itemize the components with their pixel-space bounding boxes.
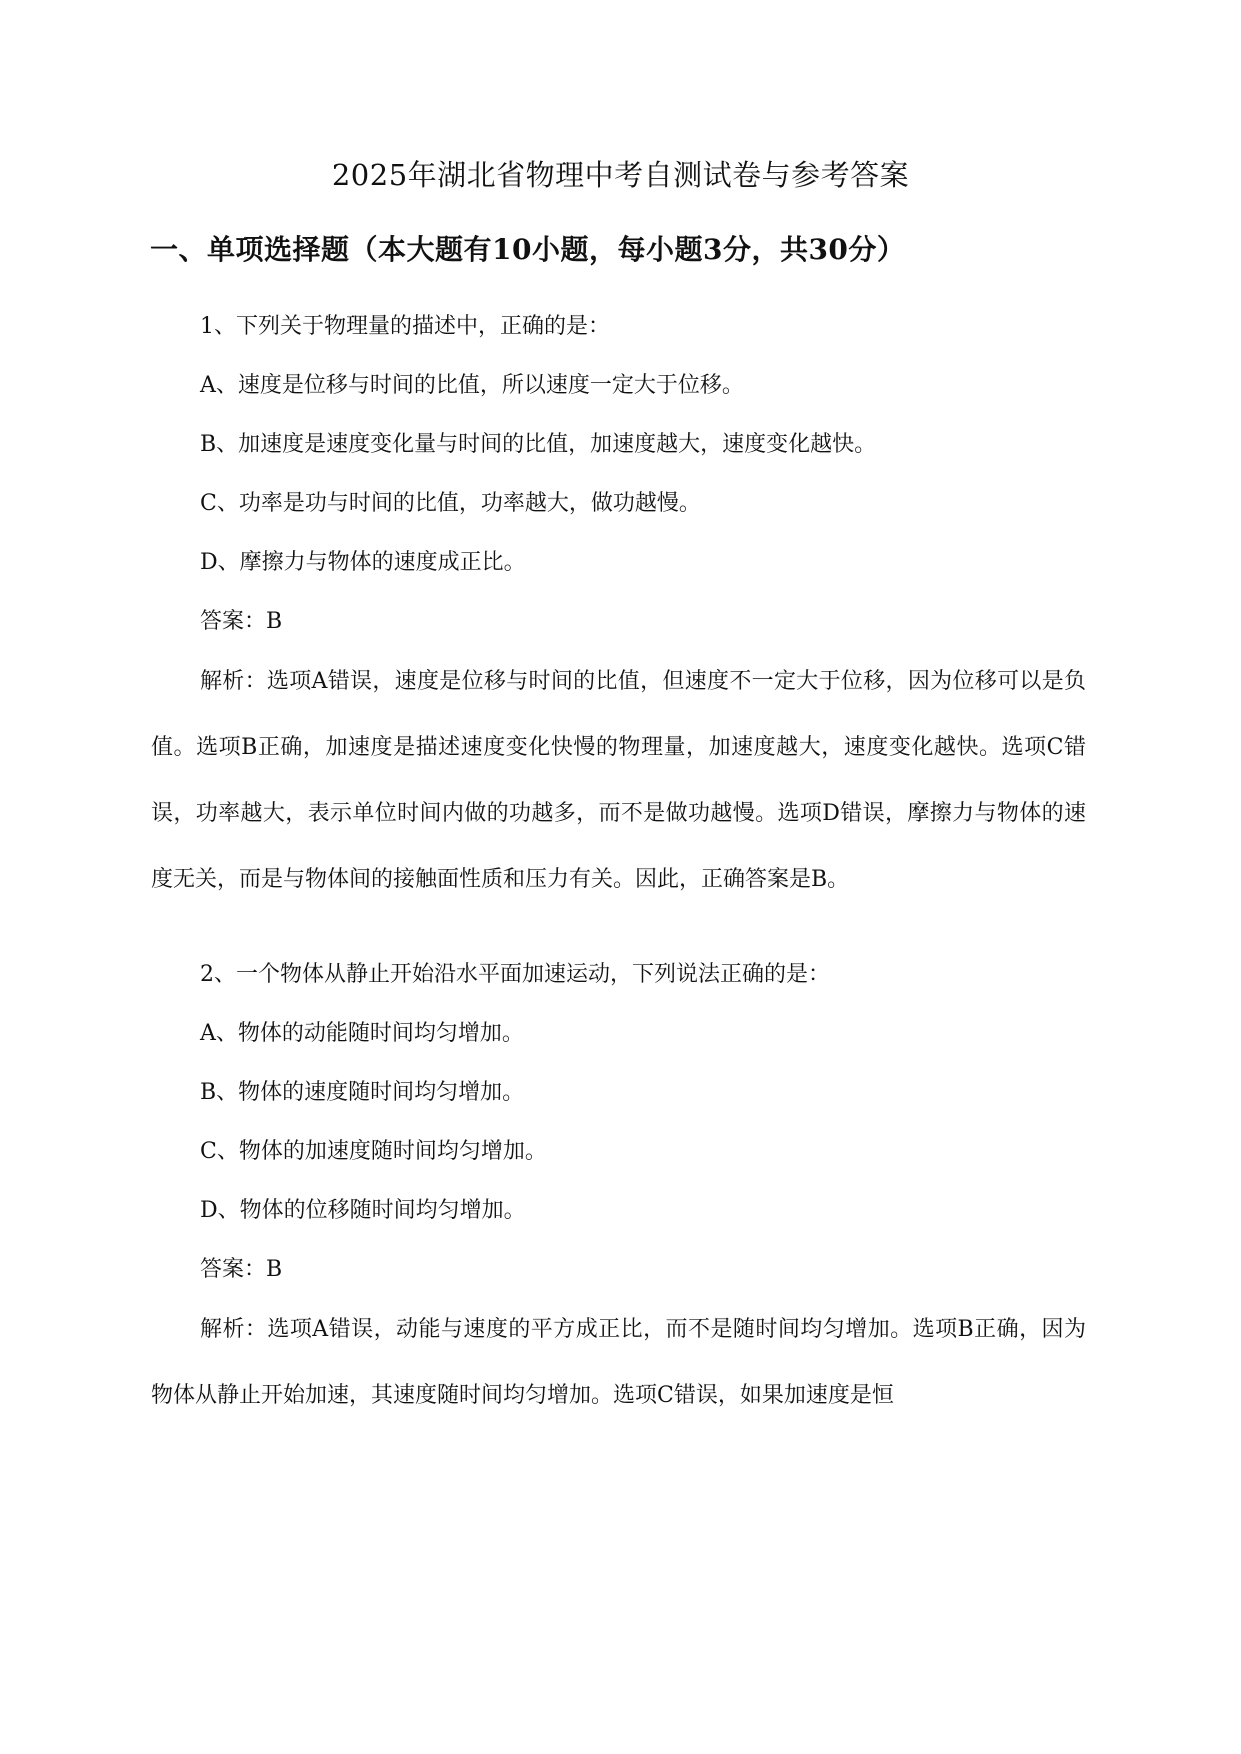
page-title: 2025年湖北省物理中考自测试卷与参考答案 — [331, 158, 910, 192]
question-2-option-d: D、物体的位移随时间均匀增加。 — [200, 1198, 526, 1223]
question-2-option-b: B、物体的速度随时间均匀增加。 — [200, 1080, 525, 1105]
question-1-stem: 1、下列关于物理量的描述中，正确的是： — [200, 314, 610, 339]
question-2-stem: 2、一个物体从静止开始沿水平面加速运动，下列说法正确的是： — [200, 962, 830, 987]
question-1-option-b: B、加速度是速度变化量与时间的比值，加速度越大，速度变化越快。 — [200, 432, 877, 457]
question-1-option-c: C、功率是功与时间的比值，功率越大，做功越慢。 — [200, 491, 701, 516]
question-1-answer: 答案：B — [200, 609, 283, 634]
question-2-answer: 答案：B — [200, 1257, 283, 1282]
question-1-explanation: 解析：选项A错误，速度是位移与时间的比值，但速度不一定大于位移，因为位移可以是负值。选项B正确，加速度是描述速度变化快慢的物理量，加速度越大，速度变化越快。选项C错误，功率越大，表示单位时间内做的功越多，而不是做功越慢。选项D错误，摩擦力与物体的速度无关，而是与物体间的接触面性质和压力有关。因此，正确答案是B。 — [151, 669, 1087, 892]
question-1-option-a: A、速度是位移与时间的比值，所以速度一定大于位移。 — [200, 373, 744, 398]
question-2-option-c: C、物体的加速度随时间均匀增加。 — [200, 1139, 547, 1164]
section-heading: 一、单项选择题（本大题有10小题，每小题3分，共30分） — [150, 233, 906, 266]
question-2-explanation: 解析：选项A错误，动能与速度的平方成正比，而不是随时间均匀增加。选项B正确，因为物体从静止开始加速，其速度随时间均匀增加。选项C错误，如果加速度是恒 — [151, 1317, 1086, 1408]
question-2-option-a: A、物体的动能随时间均匀增加。 — [200, 1021, 524, 1046]
question-1-option-d: D、摩擦力与物体的速度成正比。 — [200, 550, 526, 575]
